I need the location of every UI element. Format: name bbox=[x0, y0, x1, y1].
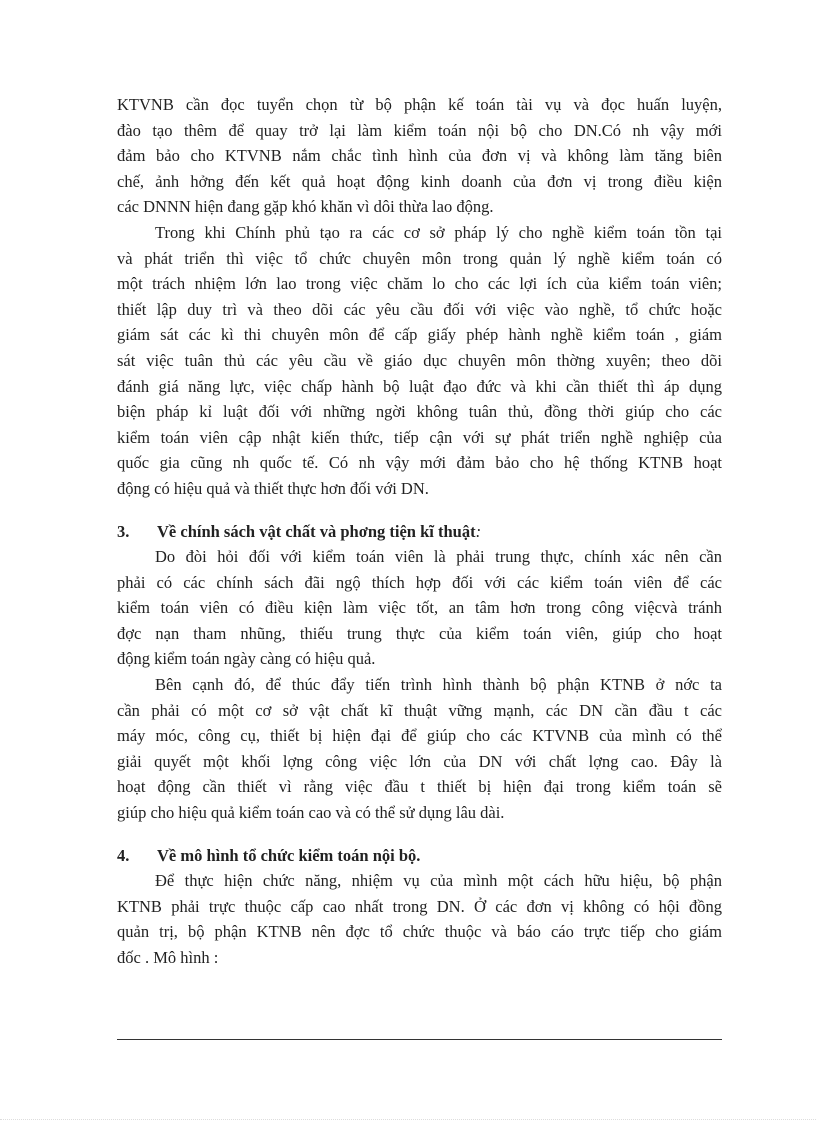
paragraph-ktvnb-training bbox=[117, 92, 722, 220]
section-title: Về mô hình tổ chức kiểm toán nội bộ. bbox=[157, 845, 421, 865]
text-line: thiết lập duy trì và theo dõi các yêu cầu đối với việc vào nghề, tổ chức hoặc bbox=[117, 299, 722, 319]
text-line: sát việc tuân thủ các yêu cầu về giáo dục chuyên môn thờng xuyên; theo dõi bbox=[117, 350, 722, 370]
paragraph-professional-org bbox=[117, 220, 722, 502]
text-line: hoạt động cần thiết vì rằng việc đầu t thiết bị hiện đại trong kiểm toán sẽ bbox=[117, 777, 722, 797]
text-line: quản trị, bộ phận KTNB nên đợc tổ chức thuộc và báo cáo trực tiếp cho giám bbox=[117, 922, 722, 942]
section-title: Về chính sách vật chất và phơng tiện kĩ thuật bbox=[157, 521, 476, 541]
text-line: kiểm toán viên có điều kiện làm việc tốt, an tâm hơn trong công việcvà tránh bbox=[117, 598, 722, 618]
section-number: 4. bbox=[117, 845, 130, 865]
text-line: đảm bảo cho KTVNB nắm chắc tình hình của đơn vị và không làm tăng biên bbox=[117, 146, 722, 166]
text-line: biện pháp kỉ luật đối với những ngời không tuân thủ, đồng thời giúp cho các bbox=[117, 402, 722, 422]
text-line: cần phải có một cơ sở vật chất kĩ thuật vững mạnh, các DN cần đầu t các bbox=[117, 700, 722, 720]
text-line: giám sát các kì thi chuyên môn để cấp giấy phép hành nghề kiểm toán , giám bbox=[117, 325, 722, 345]
document-body bbox=[117, 92, 722, 971]
text-line: động có hiệu quả và thiết thực hơn đối với DN. bbox=[117, 478, 429, 498]
paragraph-compensation bbox=[117, 544, 722, 672]
text-line: máy móc, công cụ, thiết bị hiện đại để giúp cho các KTVNB của mình có thể bbox=[117, 726, 722, 746]
text-line: phải có các chính sách đãi ngộ thích hợp đối với các kiểm toán viên để các bbox=[117, 572, 722, 592]
paragraph-infrastructure bbox=[117, 672, 722, 826]
text-line: Bên cạnh đó, để thúc đẩy tiến trình hình thành bộ phận KTNB ở nớc ta bbox=[155, 675, 722, 695]
section-title-suffix: : bbox=[475, 521, 482, 541]
text-line: đợc nạn tham nhũng, thiếu trung thực của kiểm toán viên, giúp cho hoạt bbox=[117, 623, 722, 643]
footer-rule bbox=[117, 1039, 722, 1040]
text-line: chế, ảnh hởng đến kết quả hoạt động kinh doanh của đơn vị trong điều kiện bbox=[117, 171, 722, 191]
section-number: 3. bbox=[117, 521, 130, 541]
text-line: đào tạo thêm để quay trở lại làm kiểm toán nội bộ cho DN.Có nh vậy mới bbox=[117, 120, 722, 140]
text-line: kiểm toán viên cập nhật kiến thức, tiếp cận với sự phát triển nghề nghiệp của bbox=[117, 427, 722, 447]
paragraph-org-model bbox=[117, 868, 722, 970]
page-edge-divider bbox=[0, 1119, 816, 1120]
text-line: đốc . Mô hình : bbox=[117, 948, 219, 967]
section-4-heading bbox=[117, 843, 722, 869]
text-line: và phát triển thì việc tổ chức chuyên môn trong quản lý nghề kiểm toán có bbox=[117, 248, 722, 268]
text-line: KTNB phải trực thuộc cấp cao nhất trong DN. Ở các đơn vị không có hội đồng bbox=[117, 896, 722, 916]
text-line: quốc gia cũng nh quốc tế. Có nh vậy mới đảm bảo cho hệ thống KTNB hoạt bbox=[117, 453, 722, 473]
text-line: động kiểm toán ngày càng có hiệu quả. bbox=[117, 649, 376, 669]
text-line: các DNNN hiện đang gặp khó khăn vì dôi thừa lao động. bbox=[117, 197, 494, 217]
text-line: Để thực hiện chức năng, nhiệm vụ của mình một cách hữu hiệu, bộ phận bbox=[155, 871, 722, 891]
section-3-heading bbox=[117, 519, 722, 545]
text-line: giải quyết một khối lợng công việc lớn của DN với chất lợng cao. Đây là bbox=[117, 751, 722, 771]
text-line: đánh giá năng lực, việc chấp hành bộ luật đạo đức và khi cần thiết thì áp dụng bbox=[117, 376, 722, 396]
text-line: một trách nhiệm lớn lao trong việc chăm lo cho các lợi ích của kiểm toán viên; bbox=[117, 274, 722, 294]
text-line: giúp cho hiệu quả kiểm toán cao và có thể sử dụng lâu dài. bbox=[117, 803, 505, 823]
text-line: KTVNB cần đọc tuyển chọn từ bộ phận kế toán tài vụ và đọc huấn luyện, bbox=[117, 95, 722, 114]
text-line: Do đòi hỏi đối với kiểm toán viên là phải trung thực, chính xác nên cần bbox=[155, 547, 722, 567]
text-line: Trong khi Chính phủ tạo ra các cơ sở pháp lý cho nghề kiểm toán tồn tại bbox=[155, 222, 722, 242]
